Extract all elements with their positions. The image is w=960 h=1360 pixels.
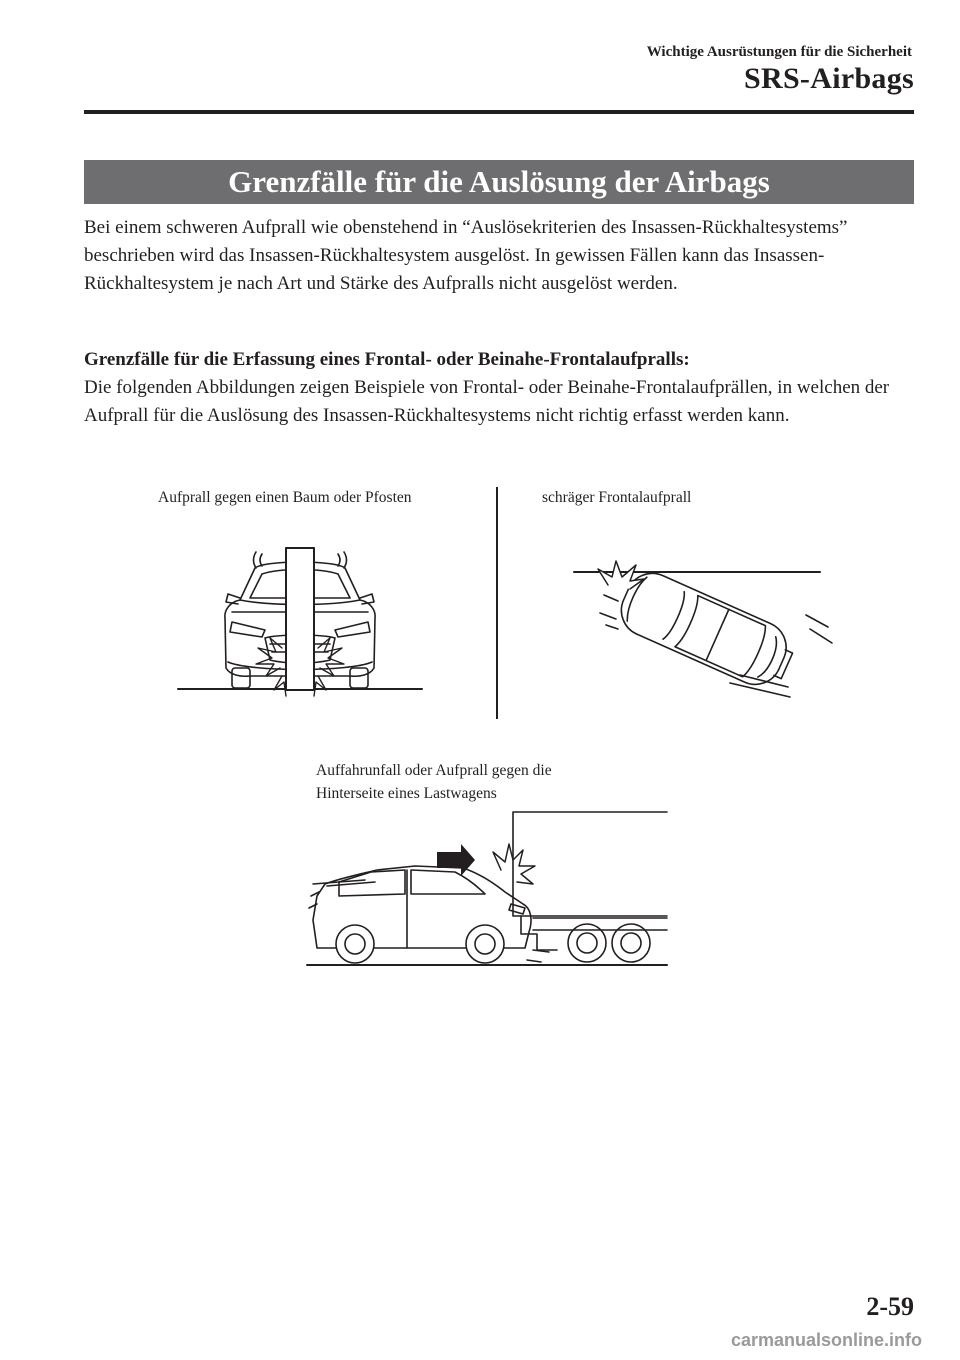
rear-impact-caption xyxy=(316,759,552,805)
section-banner: Grenzfälle für die Auslösung der Airbags xyxy=(84,160,914,204)
page-number: 2-59 xyxy=(866,1292,914,1321)
section-heading: Grenzfälle für die Erfassung eines Frontal- oder Beinahe-Frontalaufpralls: xyxy=(84,349,690,370)
header-title: SRS-Airbags xyxy=(744,62,914,95)
rear-caption-line-2: Hinterseite eines Lastwagens xyxy=(316,785,497,802)
header-rule xyxy=(84,110,914,114)
oblique-caption: schräger Frontalaufprall xyxy=(542,489,692,506)
oblique-impact-illustration xyxy=(560,555,840,705)
pole-impact-illustration xyxy=(170,540,430,700)
section-body: Die folgenden Abbildungen zeigen Beispiele von Frontal- oder Beinahe-Frontalaufprällen, in welchen der Aufprall für die Auslösung des Insassen-Rückhaltesystems nicht richtig erfasst werden kann. xyxy=(84,377,890,426)
figure-divider xyxy=(496,487,498,719)
rear-impact-illustration xyxy=(305,800,675,972)
header-subtitle: Wichtige Ausrüstungen für die Sicherheit xyxy=(646,44,912,60)
pole-caption: Aufprall gegen einen Baum oder Pfosten xyxy=(158,489,412,506)
intro-paragraph: Bei einem schweren Aufprall wie obenstehend in “Auslösekriterien des Insassen-Rückhaltesystems” beschrieben wird das Insassen-Rückhaltesystem ausgelöst. In gewissen Fällen kann das Insassen-Rückhaltesystem je nach Art und Stärke des Aufpralls nicht ausgelöst werden. xyxy=(84,217,848,294)
rear-caption-line-1: Auffahrunfall oder Aufprall gegen die xyxy=(316,762,552,779)
watermark: carmanualsonline.info xyxy=(730,1330,922,1350)
